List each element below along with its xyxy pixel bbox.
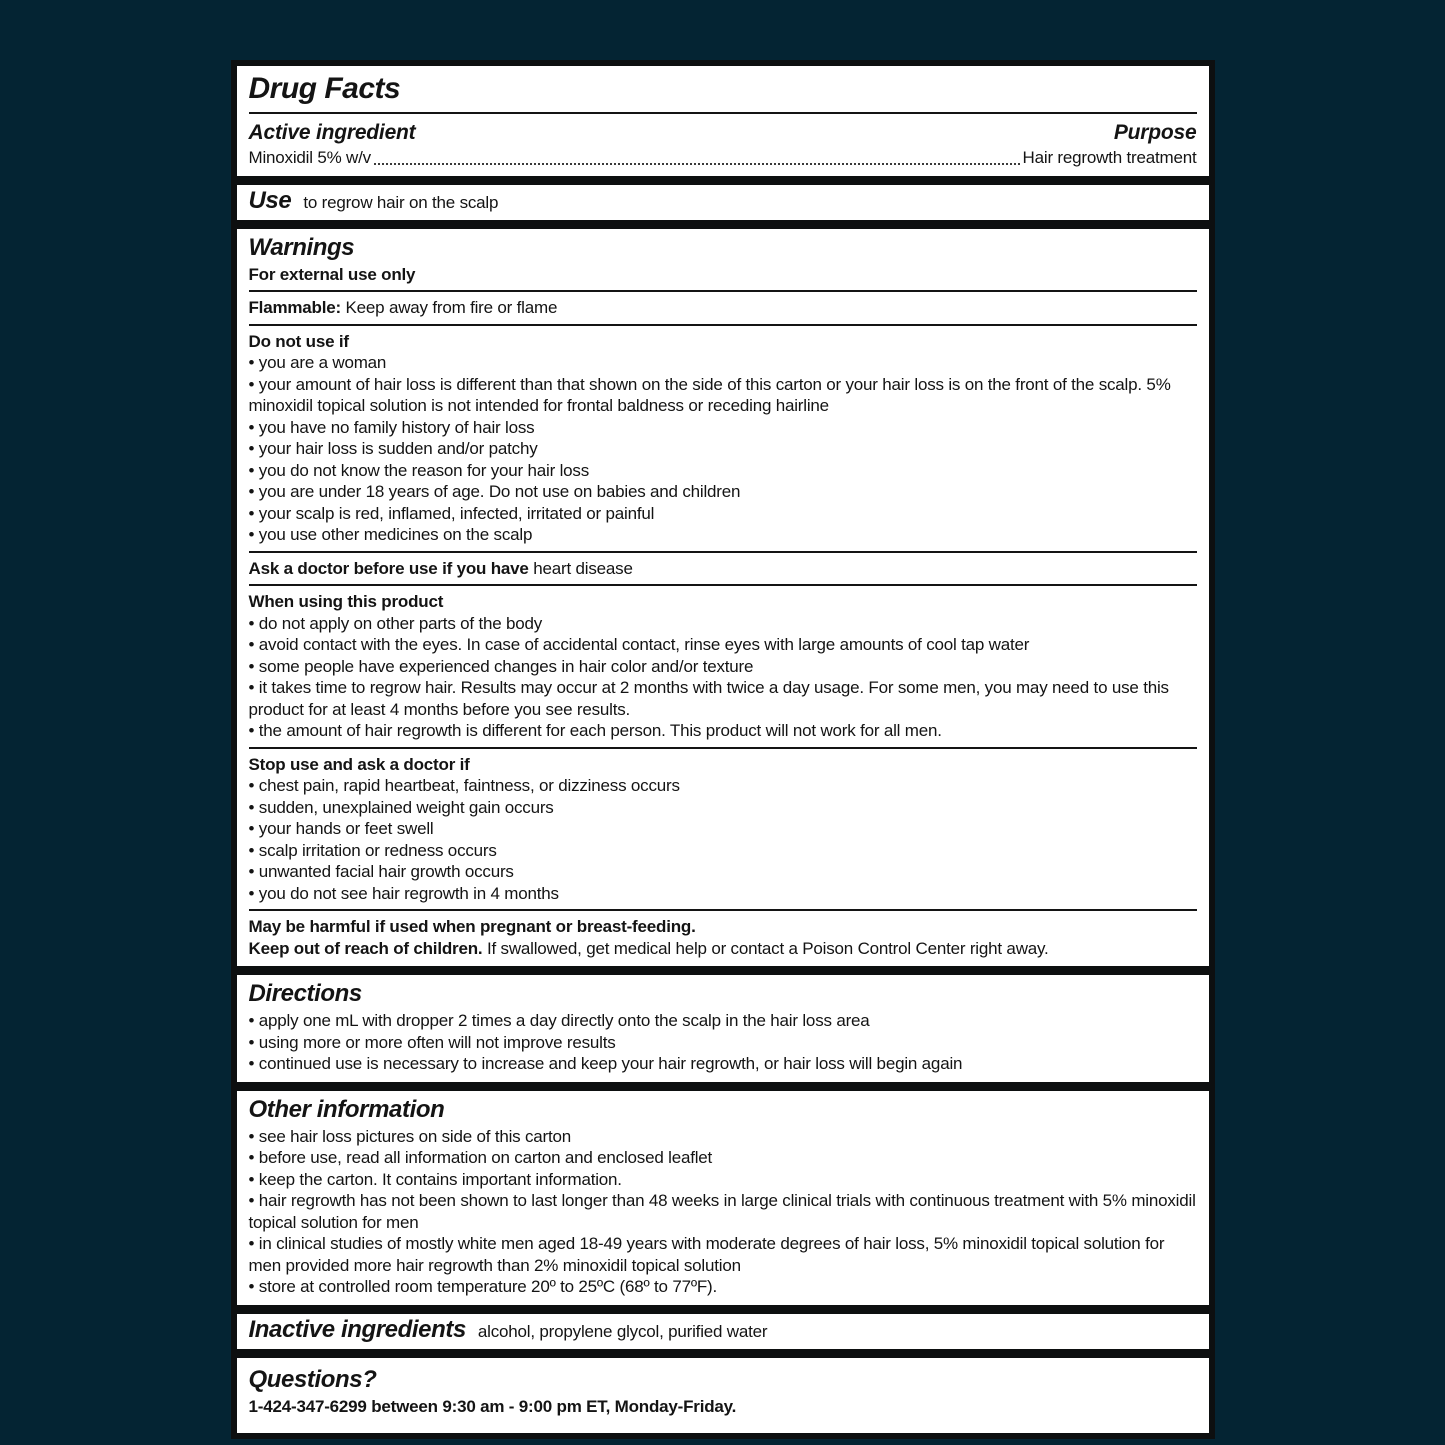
other-information-list bbox=[249, 1126, 1197, 1298]
bullet-item: • you use other medicines on the scalp bbox=[248, 525, 533, 544]
bullet-item: • unwanted facial hair growth occurs bbox=[248, 862, 514, 881]
section-use bbox=[235, 183, 1211, 222]
external-use-text: For external use only bbox=[248, 264, 416, 284]
divider bbox=[249, 584, 1197, 586]
bullet-item: • the amount of hair regrowth is different for each person. This product will not work for all men. bbox=[248, 721, 942, 740]
warnings-heading: Warnings bbox=[248, 233, 355, 261]
questions-phone-line: 1-424-347-6299 between 9:30 am - 9:00 pm ET, Monday-Friday. bbox=[248, 1396, 737, 1416]
bullet-item: • it takes time to regrow hair. Results may occur at 2 months with twice a day usage. For some men, you may need to use this product for at least 4 months before you see results. bbox=[248, 678, 1169, 719]
ask-doctor-label: Ask a doctor before use if you have bbox=[248, 558, 529, 578]
use-text: to regrow hair on the scalp bbox=[303, 192, 499, 212]
section-other-information bbox=[235, 1089, 1211, 1307]
divider bbox=[249, 112, 1197, 114]
bullet-item: • you do not see hair regrowth in 4 months bbox=[248, 883, 559, 903]
keep-out-label: Keep out of reach of children. bbox=[248, 938, 483, 958]
questions-heading: Questions? bbox=[248, 1365, 377, 1393]
bullet-item: • you have no family history of hair loss bbox=[248, 417, 535, 437]
ask-doctor-line bbox=[249, 558, 1197, 580]
divider bbox=[249, 747, 1197, 749]
section-warnings bbox=[235, 227, 1211, 969]
flammable-line bbox=[249, 297, 1197, 319]
bullet-item: • continued use is necessary to increase and keep your hair regrowth, or hair loss will begin again bbox=[248, 1054, 963, 1073]
bullet-item: • you do not know the reason for your hair loss bbox=[248, 460, 590, 480]
drug-facts-title: Drug Facts bbox=[248, 72, 401, 105]
drug-facts-panel bbox=[231, 60, 1215, 1439]
when-using-heading: When using this product bbox=[248, 592, 444, 611]
bullet-item: • in clinical studies of mostly white men aged 18-49 years with moderate degrees of hair loss, 5% minoxidil topical solution for men provided more hair regrowth than 2% minoxidil topical solution bbox=[248, 1234, 1165, 1275]
inactive-ingredients-text: alcohol, propylene glycol, purified water bbox=[477, 1321, 768, 1341]
inactive-ingredients-heading: Inactive ingredients bbox=[248, 1315, 466, 1343]
section-inactive-ingredients bbox=[235, 1312, 1211, 1351]
bullet-item: • chest pain, rapid heartbeat, faintness, or dizziness occurs bbox=[248, 776, 680, 795]
bullet-item: • keep the carton. It contains important information. bbox=[248, 1169, 622, 1189]
flammable-label: Flammable: bbox=[248, 298, 341, 317]
bullet-item: • your hair loss is sudden and/or patchy bbox=[248, 439, 538, 458]
bullet-item: • using more or more often will not improve results bbox=[248, 1032, 616, 1052]
bullet-item: • your hands or feet swell bbox=[248, 819, 434, 838]
bullet-item: • store at controlled room temperature 20º to 25ºC (68º to 77ºF). bbox=[248, 1277, 718, 1296]
keep-out-text: If swallowed, get medical help or contact a Poison Control Center right away. bbox=[486, 938, 1049, 958]
purpose-value: Hair regrowth treatment bbox=[1022, 148, 1197, 167]
do-not-use-heading: Do not use if bbox=[248, 331, 349, 351]
bullet-item: • sudden, unexplained weight gain occurs bbox=[248, 797, 554, 817]
divider bbox=[249, 324, 1197, 326]
dot-leader bbox=[374, 163, 1020, 165]
stop-use-list bbox=[249, 775, 1197, 904]
column-headings-row bbox=[249, 120, 1197, 146]
when-using-list bbox=[249, 613, 1197, 742]
bullet-item: • your scalp is red, inflamed, infected, irritated or painful bbox=[248, 503, 655, 523]
divider bbox=[249, 909, 1197, 911]
do-not-use-list bbox=[249, 352, 1197, 546]
bullet-item: • you are under 18 years of age. Do not use on babies and children bbox=[248, 482, 741, 501]
active-ingredient-row bbox=[249, 147, 1197, 169]
bullet-item: • scalp irritation or redness occurs bbox=[248, 840, 497, 860]
divider bbox=[249, 551, 1197, 553]
section-drug-facts-header bbox=[235, 64, 1211, 178]
other-information-heading: Other information bbox=[248, 1095, 445, 1123]
section-directions bbox=[235, 973, 1211, 1084]
use-heading: Use bbox=[248, 186, 292, 214]
flammable-text: Keep away from fire or flame bbox=[345, 298, 558, 317]
bullet-item: • apply one mL with dropper 2 times a day directly onto the scalp in the hair loss area bbox=[248, 1011, 870, 1030]
bullet-item: • see hair loss pictures on side of this carton bbox=[248, 1126, 572, 1146]
directions-heading: Directions bbox=[248, 980, 362, 1007]
purpose-heading: Purpose bbox=[1113, 121, 1197, 144]
active-ingredient-heading: Active ingredient bbox=[248, 121, 416, 144]
pregnancy-warning: May be harmful if used when pregnant or breast-feeding. bbox=[248, 917, 696, 936]
active-ingredient-name: Minoxidil 5% w/v bbox=[248, 148, 371, 167]
stop-use-heading: Stop use and ask a doctor if bbox=[248, 754, 470, 774]
bullet-item: • some people have experienced changes in hair color and/or texture bbox=[248, 656, 754, 676]
bullet-item: • your amount of hair loss is different than that shown on the side of this carton or your hair loss is on the front of the scalp. 5% minoxidil topical solution is not intended for frontal baldness or receding hairline bbox=[248, 374, 1171, 415]
bullet-item: • hair regrowth has not been shown to last longer than 48 weeks in large clinical trials with continuous treatment with 5% minoxidil topical solution for men bbox=[248, 1191, 1196, 1232]
ask-doctor-text: heart disease bbox=[533, 558, 633, 578]
bullet-item: • do not apply on other parts of the body bbox=[248, 613, 543, 633]
directions-list bbox=[249, 1010, 1197, 1075]
keep-out-line bbox=[249, 938, 1197, 960]
divider bbox=[249, 290, 1197, 292]
bullet-item: • avoid contact with the eyes. In case of accidental contact, rinse eyes with large amounts of cool tap water bbox=[248, 635, 1030, 654]
bullet-item: • before use, read all information on carton and enclosed leaflet bbox=[248, 1148, 713, 1167]
bullet-item: • you are a woman bbox=[248, 353, 387, 372]
section-questions bbox=[235, 1356, 1211, 1436]
